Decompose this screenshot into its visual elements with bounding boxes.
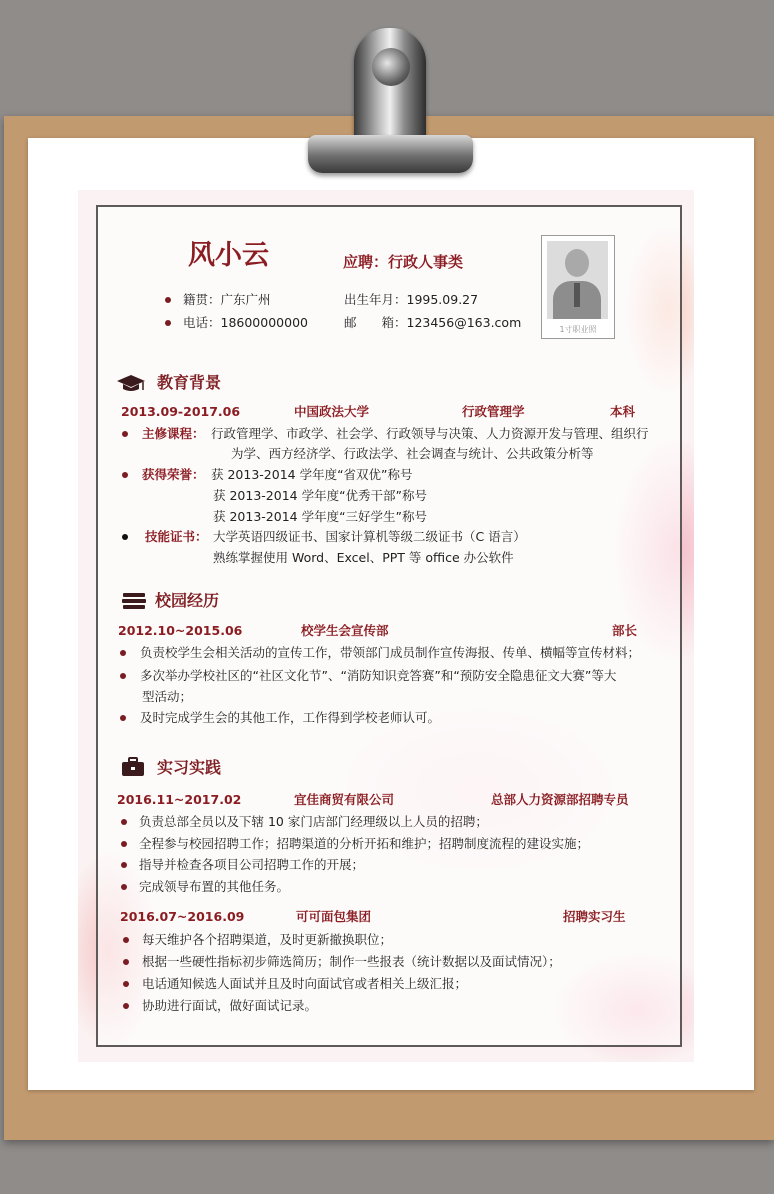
bullet: [165, 297, 171, 303]
job-item: 根据一些硬性指标初步筛选简历；制作一些报表（统计数据以及面试情况）；: [142, 954, 561, 969]
books-icon: [121, 592, 147, 610]
section-title-campus: 校园经历: [155, 591, 220, 610]
binder-clip-icon: [354, 28, 426, 146]
bullet: [121, 884, 127, 890]
courses-line: 行政管理学、市政学、社会学、行政领导与决策、人力资源开发与管理、组织行: [211, 426, 649, 441]
job-item: 负责总部全员以及下辖 10 家门店部门经理级以上人员的招聘；: [139, 814, 488, 829]
birth-date: 出生年月：1995.09.27: [344, 292, 479, 307]
clip-hole: [372, 48, 410, 86]
bullet: [121, 841, 127, 847]
job-role: 招聘实习生: [563, 909, 626, 924]
job-period: 2016.07~2016.09: [120, 909, 245, 924]
job-item: 电话通知候选人面试并且及时向面试官或者相关上级汇报；: [142, 976, 468, 991]
honors-label: 获得荣誉：: [142, 467, 205, 482]
section-title-education: 教育背景: [157, 373, 222, 392]
avatar-head: [565, 249, 589, 277]
bullet: [123, 1003, 129, 1009]
job-item: 每天维护各个招聘渠道，及时更新撤换职位；: [142, 932, 393, 947]
honor-item: 获 2013-2014 学年度“优秀干部”称号: [213, 488, 428, 503]
honor-item: 获 2013-2014 学年度“三好学生”称号: [213, 509, 428, 524]
job-period: 2016.11~2017.02: [117, 792, 242, 807]
bullet: [123, 959, 129, 965]
courses-label: 主修课程：: [142, 426, 205, 441]
bullet: [123, 981, 129, 987]
bullet: [120, 715, 126, 721]
candidate-name: 风小云: [188, 240, 269, 271]
campus-period: 2012.10~2015.06: [118, 623, 243, 638]
campus-item: 及时完成学生会的其他工作，工作得到学校老师认可。: [140, 710, 441, 725]
campus-role: 部长: [612, 623, 638, 638]
job-item: 全程参与校园招聘工作；招聘渠道的分析开拓和维护；招聘制度流程的建设实施；: [139, 836, 590, 851]
honor-item: 获 2013-2014 学年度“省双优”称号: [211, 467, 413, 482]
edu-major: 行政管理学: [462, 404, 525, 419]
hometown: 籍贯：广东广州: [183, 292, 271, 307]
job-item: 完成领导布置的其他任务。: [139, 879, 290, 894]
graduation-cap-icon: [116, 373, 146, 393]
campus-item: 负责校学生会相关活动的宣传工作，带领部门成员制作宣传海报、传单、横幅等宣传材料；: [140, 645, 641, 660]
clip-base: [308, 135, 473, 173]
bullet: [120, 673, 126, 679]
job-company: 可可面包集团: [296, 909, 372, 924]
job-item: 指导并检查各项目公司招聘工作的开展；: [139, 857, 365, 872]
skill-item: 熟练掌握使用 Word、Excel、PPT 等 office 办公软件: [213, 550, 514, 565]
email: 邮 箱：123456@163.com: [344, 315, 522, 330]
edu-degree: 本科: [610, 404, 636, 419]
job-role: 总部人力资源部招聘专员: [491, 792, 629, 807]
courses-line: 为学、西方经济学、行政法学、社会调查与统计、公共政策分析等: [231, 446, 594, 461]
skills-label: 技能证书：: [145, 529, 208, 544]
section-title-internship: 实习实践: [157, 758, 222, 777]
job-company: 宜佳商贸有限公司: [294, 792, 395, 807]
edu-school: 中国政法大学: [294, 404, 370, 419]
bullet: [122, 472, 128, 478]
profile-photo: [541, 235, 615, 339]
skill-item: 大学英语四级证书、国家计算机等级二级证书（C 语言）: [213, 529, 526, 544]
bullet: [122, 431, 128, 437]
job-item: 协助进行面试，做好面试记录。: [142, 998, 318, 1013]
campus-org: 校学生会宣传部: [301, 623, 389, 638]
briefcase-icon: [121, 757, 145, 777]
bullet: [121, 819, 127, 825]
bullet: [123, 937, 129, 943]
bullet: [120, 650, 126, 656]
edu-period: 2013.09-2017.06: [121, 404, 241, 419]
phone: 电话：18600000000: [183, 315, 308, 330]
campus-item: 多次举办学校社区的“社区文化节”、“消防知识竞答赛”和“预防安全隐患征文大赛”等大: [140, 668, 617, 683]
apply-position: 应聘：行政人事类: [343, 253, 464, 271]
bullet: [165, 320, 171, 326]
photo-caption: 1寸职业照: [559, 325, 597, 334]
campus-item: 型活动；: [142, 689, 193, 704]
bullet: [122, 534, 128, 540]
bullet: [121, 862, 127, 868]
avatar-tie: [574, 283, 580, 307]
